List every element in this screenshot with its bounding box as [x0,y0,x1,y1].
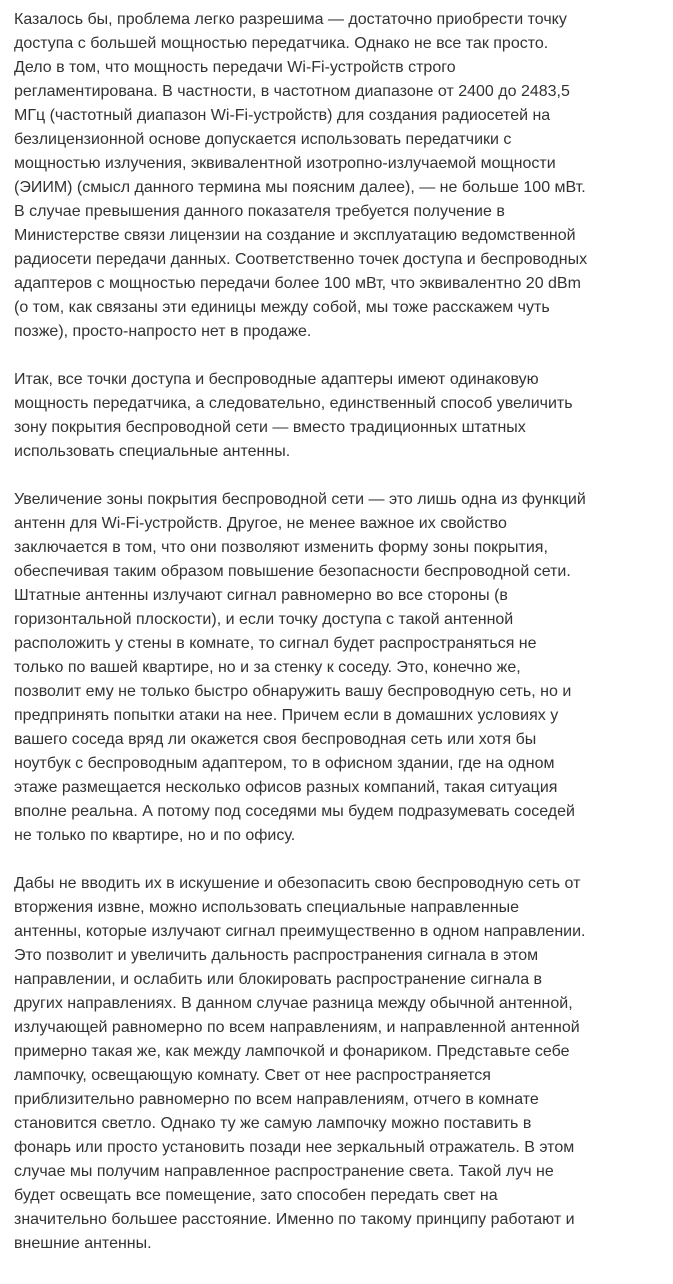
paragraph-line: В случае превышения данного показателя требуется получение в [14,203,505,220]
paragraph-line: внешние антенны. [14,1235,152,1252]
article-paragraph [14,488,673,848]
paragraph-line: МГц (частотный диапазон Wi-Fi-устройств) для создания радиосетей на [14,107,551,124]
article-paragraph [14,368,673,464]
paragraph-line: вашего соседа вряд ли окажется своя беспроводная сеть или хотя бы [14,731,537,748]
article-paragraph [14,872,673,1256]
paragraph-line: приблизительно равномерно по всем направлениям, отчего в комнате [14,1091,539,1108]
article-body [14,8,673,1280]
paragraph-line: Министерстве связи лицензии на создание и эксплуатацию ведомственной [14,227,576,244]
paragraph-line: регламентирована. В частности, в частотном диапазоне от 2400 до 2483,5 [14,83,570,100]
article-paragraph [14,8,673,344]
paragraph-line: Дело в том, что мощность передачи Wi-Fi-устройств строго [14,59,456,76]
paragraph-line: фонарь или просто установить позади нее зеркальный отражатель. В этом [14,1139,575,1156]
paragraph-line: других направлениях. В данном случае разница между обычной антенной, [14,995,573,1012]
paragraph-line: примерно такая же, как между лампочкой и фонариком. Представьте себе [14,1043,570,1060]
paragraph-line: будет освещать все помещение, зато способен передать свет на [14,1187,498,1204]
paragraph-line: не только по квартире, но и по офису. [14,827,296,844]
paragraph-line: предпринять попытки атаки на нее. Причем если в домашних условиях у [14,707,559,724]
paragraph-line: расположить у стены в комнате, то сигнал будет распространяться не [14,635,537,652]
paragraph-line: (о том, как связаны эти единицы между собой, мы тоже расскажем чуть [14,299,550,316]
paragraph-line: Это позволит и увеличить дальность распространения сигнала в этом [14,947,539,964]
paragraph-line: становится светло. Однако ту же самую лампочку можно поставить в [14,1115,532,1132]
paragraph-line: использовать специальные антенны. [14,443,291,460]
paragraph-line: только по вашей квартире, но и за стенку к соседу. Это, конечно же, [14,659,521,676]
paragraph-line: Казалось бы, проблема легко разрешима — достаточно приобрести точку [14,11,567,28]
paragraph-line: Дабы не вводить их в искушение и обезопасить свою беспроводную сеть от [14,875,581,892]
paragraph-line: мощность передатчика, а следовательно, единственный способ увеличить [14,395,573,412]
paragraph-line: ноутбук с беспроводным адаптером, то в офисном здании, где на одном [14,755,555,772]
paragraph-line: Штатные антенны излучают сигнал равномерно во все стороны (в [14,587,508,604]
paragraph-line: Итак, все точки доступа и беспроводные адаптеры имеют одинаковую [14,371,539,388]
paragraph-line: Увеличение зоны покрытия беспроводной сети — это лишь одна из функций [14,491,586,508]
paragraph-line: позволит ему не только быстро обнаружить вашу беспроводную сеть, но и [14,683,572,700]
paragraph-line: обеспечивая таким образом повышение безопасности беспроводной сети. [14,563,571,580]
paragraph-line: случае мы получим направленное распространение света. Такой луч не [14,1163,554,1180]
paragraph-line: горизонтальной плоскости), и если точку доступа с такой антенной [14,611,514,628]
paragraph-line: адаптеров с мощностью передачи более 100 мВт, что эквивалентно 20 dBm [14,275,581,292]
paragraph-line: вторжения извне, можно использовать специальные направленные [14,899,519,916]
paragraph-line: доступа с большей мощностью передатчика. Однако не все так просто. [14,35,549,52]
paragraph-line: мощностью излучения, эквивалентной изотропно-излучаемой мощности [14,155,556,172]
paragraph-line: зону покрытия беспроводной сети — вместо традиционных штатных [14,419,526,436]
paragraph-line: вполне реальна. А потому под соседями мы будем подразумевать соседей [14,803,575,820]
paragraph-line: радиосети передачи данных. Соответственно точек доступа и беспроводных [14,251,588,268]
paragraph-line: безлицензионной основе допускается использовать передатчики с [14,131,512,148]
paragraph-line: излучающей равномерно по всем направлениям, и направленной антенной [14,1019,580,1036]
paragraph-line: антенны, которые излучают сигнал преимущественно в одном направлении. [14,923,586,940]
paragraph-line: позже), просто-напросто нет в продаже. [14,323,312,340]
paragraph-line: лампочку, освещающую комнату. Свет от нее распространяется [14,1067,491,1084]
paragraph-line: направлении, и ослабить или блокировать распространение сигнала в [14,971,543,988]
paragraph-line: (ЭИИМ) (смысл данного термина мы поясним далее), — не больше 100 мВт. [14,179,586,196]
paragraph-line: заключается в том, что они позволяют изменить форму зоны покрытия, [14,539,548,556]
paragraph-line: значительно большее расстояние. Именно по такому принципу работают и [14,1211,575,1228]
paragraph-line: антенн для Wi-Fi-устройств. Другое, не менее важное их свойство [14,515,507,532]
paragraph-line: этаже размещается несколько офисов разных компаний, такая ситуация [14,779,558,796]
